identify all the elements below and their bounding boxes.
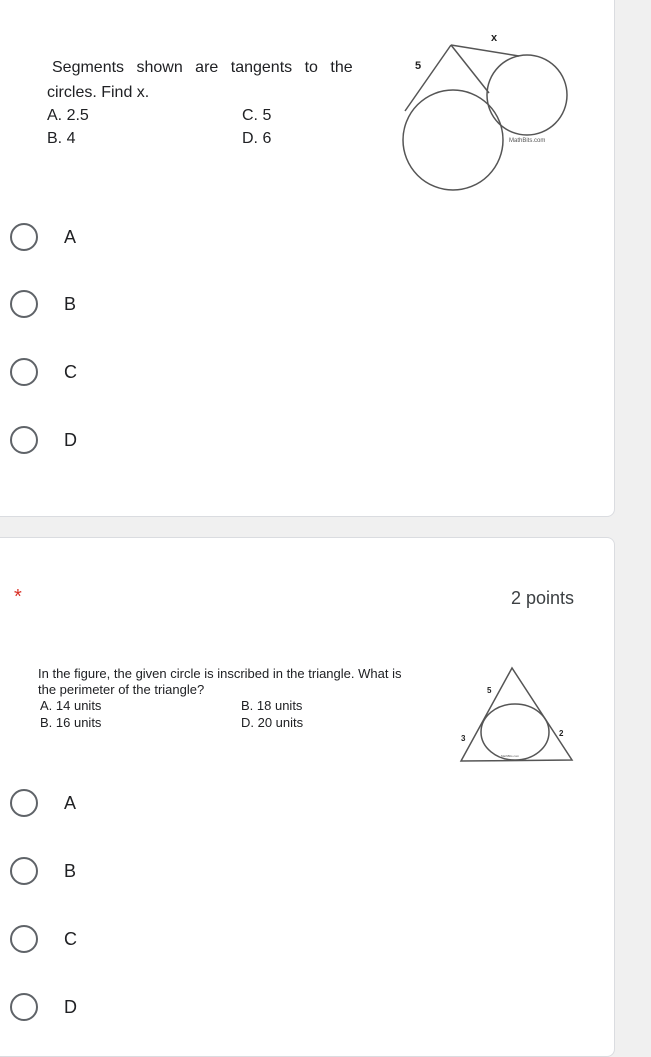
question-1-choice-d: D. 6 — [242, 130, 272, 147]
option-a[interactable] — [0, 215, 400, 263]
radio-button[interactable] — [10, 426, 38, 454]
tangent-circles-figure — [395, 31, 595, 191]
label-5: 5 — [487, 686, 492, 695]
option-label: C — [64, 929, 77, 949]
radio-button[interactable] — [10, 993, 38, 1021]
question-2-text-line1: In the figure, the given circle is inscribed in the triangle. What is — [38, 666, 402, 681]
radio-button[interactable] — [10, 223, 38, 251]
option-a[interactable] — [0, 781, 400, 829]
radio-button[interactable] — [10, 290, 38, 318]
radio-button[interactable] — [10, 925, 38, 953]
radio-button[interactable] — [10, 789, 38, 817]
points-label: 2 points — [510, 588, 574, 608]
question-2-choice-b: B. 18 units — [241, 698, 303, 713]
inscribed-circle — [481, 704, 549, 760]
question-card-2 — [0, 537, 615, 1057]
question-2-text-line2: the perimeter of the triangle? — [38, 682, 205, 697]
option-b[interactable] — [0, 282, 400, 330]
option-c[interactable] — [0, 350, 400, 398]
option-label: D — [64, 430, 77, 450]
option-label: A — [64, 793, 77, 813]
question-1-image — [40, 31, 600, 191]
question-2-choice-a: A. 14 units — [40, 698, 102, 713]
option-label: B — [64, 861, 77, 881]
option-label: B — [64, 294, 77, 314]
question-card-1 — [0, 0, 615, 517]
label-3: 3 — [461, 734, 466, 743]
option-b[interactable] — [0, 849, 400, 897]
radio-button[interactable] — [10, 358, 38, 386]
question-2-choice-c: B. 16 units — [40, 715, 102, 730]
radio-button[interactable] — [10, 857, 38, 885]
question-1-text-line2: circles. Find x. — [47, 84, 150, 101]
inscribed-circle-figure — [456, 664, 586, 764]
required-asterisk: * — [14, 586, 22, 608]
question-2-image — [38, 664, 598, 764]
label-5: 5 — [415, 60, 422, 72]
option-c[interactable] — [0, 917, 400, 965]
small-circle — [487, 55, 567, 135]
triangle — [461, 668, 572, 761]
watermark: MathBits.com — [501, 754, 520, 758]
question-2-choice-d: D. 20 units — [241, 715, 304, 730]
question-1-choice-b: B. 4 — [47, 130, 76, 147]
option-d[interactable] — [0, 418, 400, 466]
question-1-text-line1: Segments shown are tangents to the — [52, 59, 353, 76]
label-2: 2 — [559, 729, 564, 738]
option-label: D — [64, 997, 77, 1017]
option-label: C — [64, 362, 77, 382]
option-d[interactable] — [0, 985, 400, 1033]
question-1-choice-a: A. 2.5 — [47, 107, 89, 124]
option-label: A — [64, 227, 77, 247]
question-1-choice-c: C. 5 — [242, 107, 272, 124]
watermark: MathBits.com — [509, 138, 546, 144]
label-x: x — [491, 32, 498, 44]
